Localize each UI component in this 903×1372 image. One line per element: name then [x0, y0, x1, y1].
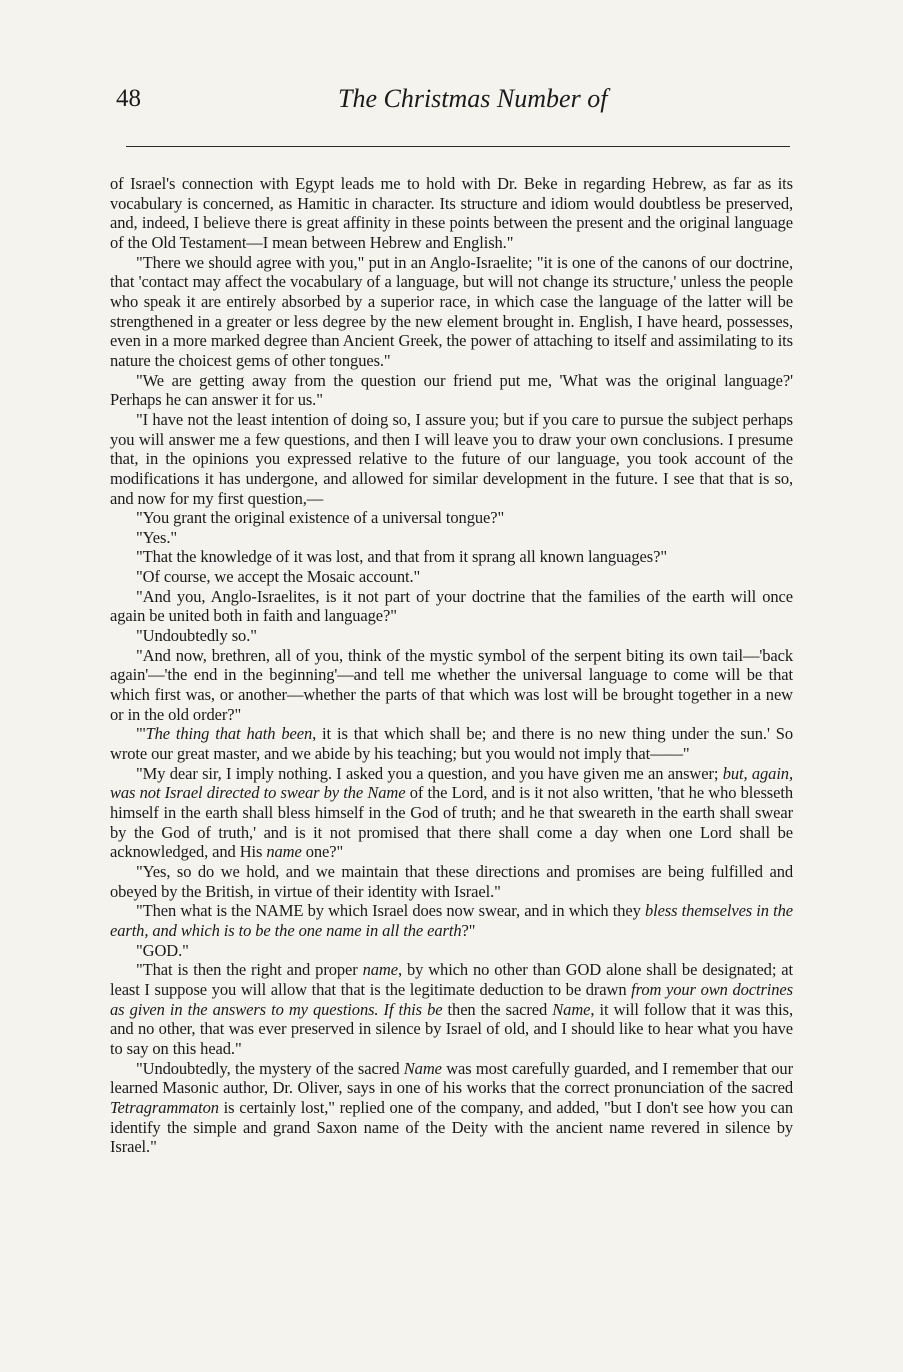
italic-text: Name [367, 783, 406, 803]
text-run: one?" [301, 842, 344, 862]
text-run: "My dear sir, I imply nothing. I asked you a question, and you have given me an answer; [136, 763, 723, 783]
text-run: "And now, brethren, all of you, think of the mystic symbol of the serpent biting its own tail—'back again'—'the end in the beginning'—and tell me whether the universal language to come will be that which first was, or another—whether the parts of that which was lost will be brought together in a new or in the old order?" [110, 645, 793, 724]
paragraph [110, 646, 793, 725]
text-run: "And you, Anglo-Israelites, is it not part of your doctrine that the families of the earth will once again be united both in faith and language?" [110, 586, 793, 626]
italic-text: name [266, 842, 302, 862]
text-run: was most carefully guarded, and I remember that our learned Masonic author, Dr. Oliver, says in one of his works that the correct pronunciation of the sacred [110, 1058, 793, 1098]
page-header [0, 84, 903, 124]
text-run: "Yes, so do we hold, and we maintain that these directions and promises are being fulfilled and obeyed by the British, in virtue of their identity with Israel." [110, 861, 793, 901]
paragraph [110, 941, 793, 961]
italic-text: from your own doctrines as given in the answers to my questions. If this be [110, 979, 793, 1019]
text-run: is certainly lost," replied one of the company, and added, "but I don't see how you can identify the simple and grand Saxon name of the Deity with the ancient name revered in silence by Israel." [110, 1097, 793, 1157]
paragraph [110, 960, 793, 1058]
header-rule [126, 146, 790, 147]
text-run: , by which no other than GOD alone shall be designated; at least I suppose you will allow that that is the legitimate deduction to be drawn [110, 960, 793, 999]
text-run: "That the knowledge of it was lost, and that from it sprang all known languages?" [136, 547, 667, 567]
text-run: "' [136, 724, 146, 744]
italic-text: in all the earth [365, 920, 462, 940]
paragraph [110, 764, 793, 862]
italic-text: name [362, 960, 398, 980]
text-run: "Yes." [136, 527, 178, 547]
paragraph [110, 901, 793, 940]
italic-text: Tetragrammaton [110, 1097, 219, 1117]
text-run: "Of course, we accept the Mosaic account." [136, 567, 421, 587]
paragraph [110, 410, 793, 508]
paragraph [110, 626, 793, 646]
text-run: "That is then the right and proper [136, 960, 363, 980]
italic-text: The thing that hath been [145, 724, 313, 744]
italic-text: but, again, was not Israel directed to swear by the [110, 763, 793, 803]
italic-text: Name [403, 1058, 442, 1078]
text-run: "Then what is the NAME by which Israel does now swear, and in which they [136, 901, 645, 921]
italic-text: one name [298, 920, 362, 940]
italic-text: Name [552, 999, 591, 1019]
text-run: "We are getting away from the question our friend put me, 'What was the original language?' Perhaps he can answer it for us." [110, 370, 793, 410]
paragraph [110, 371, 793, 410]
text-run: "Undoubtedly, the mystery of the sacred [136, 1058, 404, 1078]
text-run: , it is that which shall be; and there is no new thing under the sun.' So wrote our great master, and we abide by his teaching; but you would not imply that——" [110, 724, 793, 764]
paragraph [110, 567, 793, 587]
text-run: "You grant the original existence of a universal tongue?" [136, 508, 505, 528]
text-run: then the sacred [442, 999, 553, 1019]
body-text [110, 174, 793, 1157]
text-run: "GOD." [136, 940, 189, 960]
text-run: "Undoubtedly so." [136, 626, 257, 646]
paragraph [110, 174, 793, 253]
text-run: ?" [461, 920, 476, 940]
text-run: "I have not the least intention of doing so, I assure you; but if you care to pursue the subject perhaps you will answer me a few questions, and then I will leave you to draw your own conclusions. I presume that, in the opinions you expressed relative to the future of our language, you took account of the modifications it has undergone, and allowed for similar development in the future. I see that that is so, and now for my first question,— [110, 409, 793, 508]
italic-text: bless themselves in the earth, and which is to be the [110, 901, 793, 940]
paragraph [110, 587, 793, 626]
paragraph [110, 253, 793, 371]
page-number: 48 [116, 85, 141, 112]
paragraph [110, 1059, 793, 1157]
text-run: of Israel's connection with Egypt leads me to hold with Dr. Beke in regarding Hebrew, as far as its vocabulary is concerned, as Hamitic in character. Its structure and idiom would doubtless be preserved, and, indeed, I believe there is great affinity in these points between the present and the original language of the Old Testament—I mean between Hebrew and English." [110, 174, 793, 252]
text-run: , it will follow that it was this, and no other, that was ever preserved in silence by Israel of old, and I should like to hear what you have to say on this head." [110, 999, 793, 1058]
text-run: "There we should agree with you," put in an Anglo-Israelite; "it is one of the canons of our doctrine, that 'contact may affect the vocabulary of a language, but will not change its structure,' unless the people who speak it are entirely absorbed by a superior race, in which case the language of the latter will be strengthened in a greater or less degree by the new element brought in. English, I have heard, possesses, even in a more marked degree than Ancient Greek, the power of attaching to itself and assimilating to its nature the choicest gems of other tongues." [110, 252, 793, 370]
text-run: of the Lord, and is it not also written, 'that he who blesseth himself in the earth shall bless himself in the God of truth; and he that sweareth in the earth shall swear by the God of truth,' and is it not promised that there shall come a day when one Lord shall be acknowledged, and His [110, 783, 793, 862]
paragraph [110, 528, 793, 548]
paragraph [110, 724, 793, 763]
paragraph [110, 862, 793, 901]
running-title: The Christmas Number of [338, 84, 608, 113]
paragraph [110, 547, 793, 567]
paragraph [110, 508, 793, 528]
